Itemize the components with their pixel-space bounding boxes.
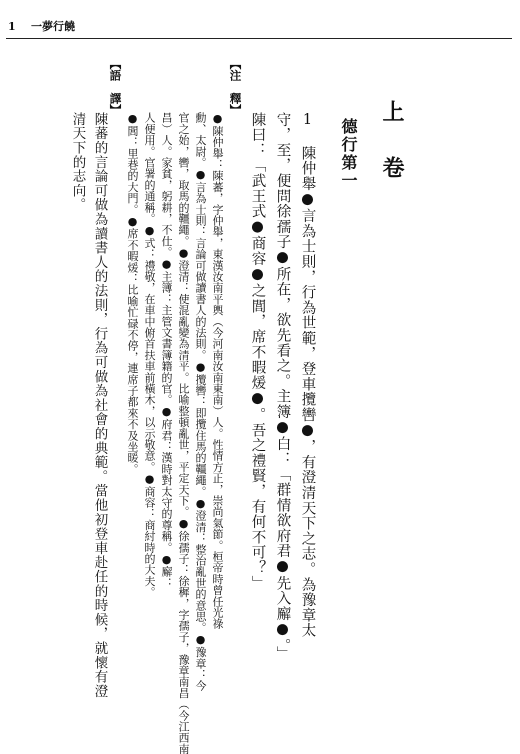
main-text-column: 守，至，便問徐孺子●所在，欲先看之。主簿●白：「群情欲府君●先入廨●。」: [274, 112, 291, 662]
note-column: 官之始，轡，取馬的韁繩。●澄清：使混亂變為清平。比喻整頓亂世，平定天下。●徐孺子：徐穉，字孺子，豫章南昌（今江西南: [177, 112, 190, 754]
translation-column: 清天下的志向。: [69, 112, 86, 213]
page-number: 1: [8, 20, 16, 33]
note-column: 昌）人。家貧，躬耕，不仕。●主簿：主管文書簿籍的官。●府君：漢時對太守的尊稱。●廨：: [160, 112, 173, 589]
note-column: 人便用。官署的通稱。●式：禮敬，在車中俯首扶車前橫木，以示敬意。●商容：商紂時的大夫。: [143, 112, 156, 598]
volume-title: 上卷: [379, 100, 405, 212]
note-column: ●陳仲舉：陳蕃，字仲舉，東漢汝南平輿（今河南汝南東南）人。性情方正，崇尚氣節。桓帝時曾任光祿: [211, 112, 224, 630]
note-column: ●閭：里巷的大門。●席不暇煖：比喻忙碌不停，連席子都來不及坐暖。: [126, 112, 139, 475]
running-title: 一夢行饒: [30, 20, 75, 33]
running-header: [8, 18, 75, 34]
note-column: 勳、太尉。●言為士則：言論可做讀書人的法則。●攬轡：即攬住馬的韁繩。●澄清：整治亂世的意思。●豫章：今: [194, 112, 207, 692]
translation-label-text: 語 譯: [108, 69, 123, 104]
translation-column: 陳蕃的言論可做為讀書人的法則，行為可做為社會的典範。當他初登車赴任的時候，就懷有澄: [91, 112, 108, 699]
translation-label: 【語 譯】: [108, 58, 123, 116]
header-divider: [6, 38, 512, 39]
main-text-column: 1 陳仲舉●言為士則，行為世範，登車攬轡●，有澄清天下之志。為豫章太: [299, 112, 316, 639]
main-text-column: 陳曰：「武王式●商容●之閭，席不暇煖●。吾之禮賢，有何不可？」: [249, 112, 266, 591]
notes-label-text: 注 釋: [228, 69, 243, 104]
notes-label: 【注 釋】: [228, 58, 243, 116]
chapter-title: 德行第一: [339, 118, 358, 190]
